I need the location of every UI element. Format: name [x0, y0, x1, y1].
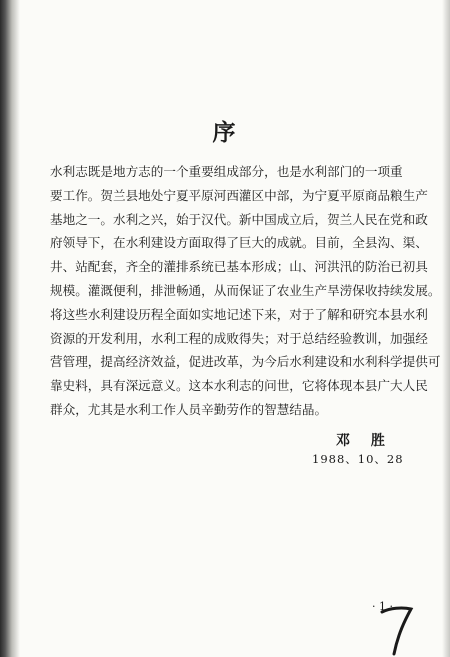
signature-date: 1988、10、28	[312, 452, 404, 466]
page-number: · 1 ·	[372, 600, 393, 613]
page-title: 序	[212, 119, 238, 146]
scan-edge-shadow	[442, 0, 450, 657]
paragraph-line: 营管理，提高经济效益，促进改革，为今后水利建设和水利科学提供可	[50, 354, 441, 370]
author-signature: 邓 胜	[336, 433, 393, 449]
paragraph-line: 规模。灌溉便利，排泄畅通，从而保证了农业生产旱涝保收持续发展。	[50, 282, 441, 298]
handwritten-mark-icon	[378, 602, 416, 656]
paragraph-line: 靠史料，具有深远意义。这本水利志的问世，它将体现本县广大人民	[50, 378, 428, 394]
paragraph-line: 资源的开发利用，水利工程的成败得失；对于总结经验教训，加强经	[50, 330, 428, 346]
paragraph-line: 水利志既是地方志的一个重要组成部分，也是水利部门的一项重	[50, 164, 403, 179]
paragraph-line: 将这些水利建设历程全面如实地记述下来，对于了解和研究本县水利	[50, 306, 428, 322]
scan-binding-shadow	[0, 0, 20, 657]
paragraph-line: 府领导下，在水利建设方面取得了巨大的成就。目前，全县沟、渠、	[50, 235, 428, 251]
paragraph-line: 要工作。贺兰县地处宁夏平原河西灌区中部，为宁夏平原商品粮生产	[50, 187, 428, 203]
preface-paragraph	[50, 160, 441, 422]
paragraph-line: 井、站配套，齐全的灌排系统已基本形成；山、河洪汛的防治已初具	[50, 259, 428, 275]
paragraph-line: 群众，尤其是水利工作人员辛勤劳作的智慧结晶。	[50, 401, 328, 417]
paragraph-line: 基地之一。水利之兴，始于汉代。新中国成立后，贺兰人民在党和政	[50, 211, 428, 227]
